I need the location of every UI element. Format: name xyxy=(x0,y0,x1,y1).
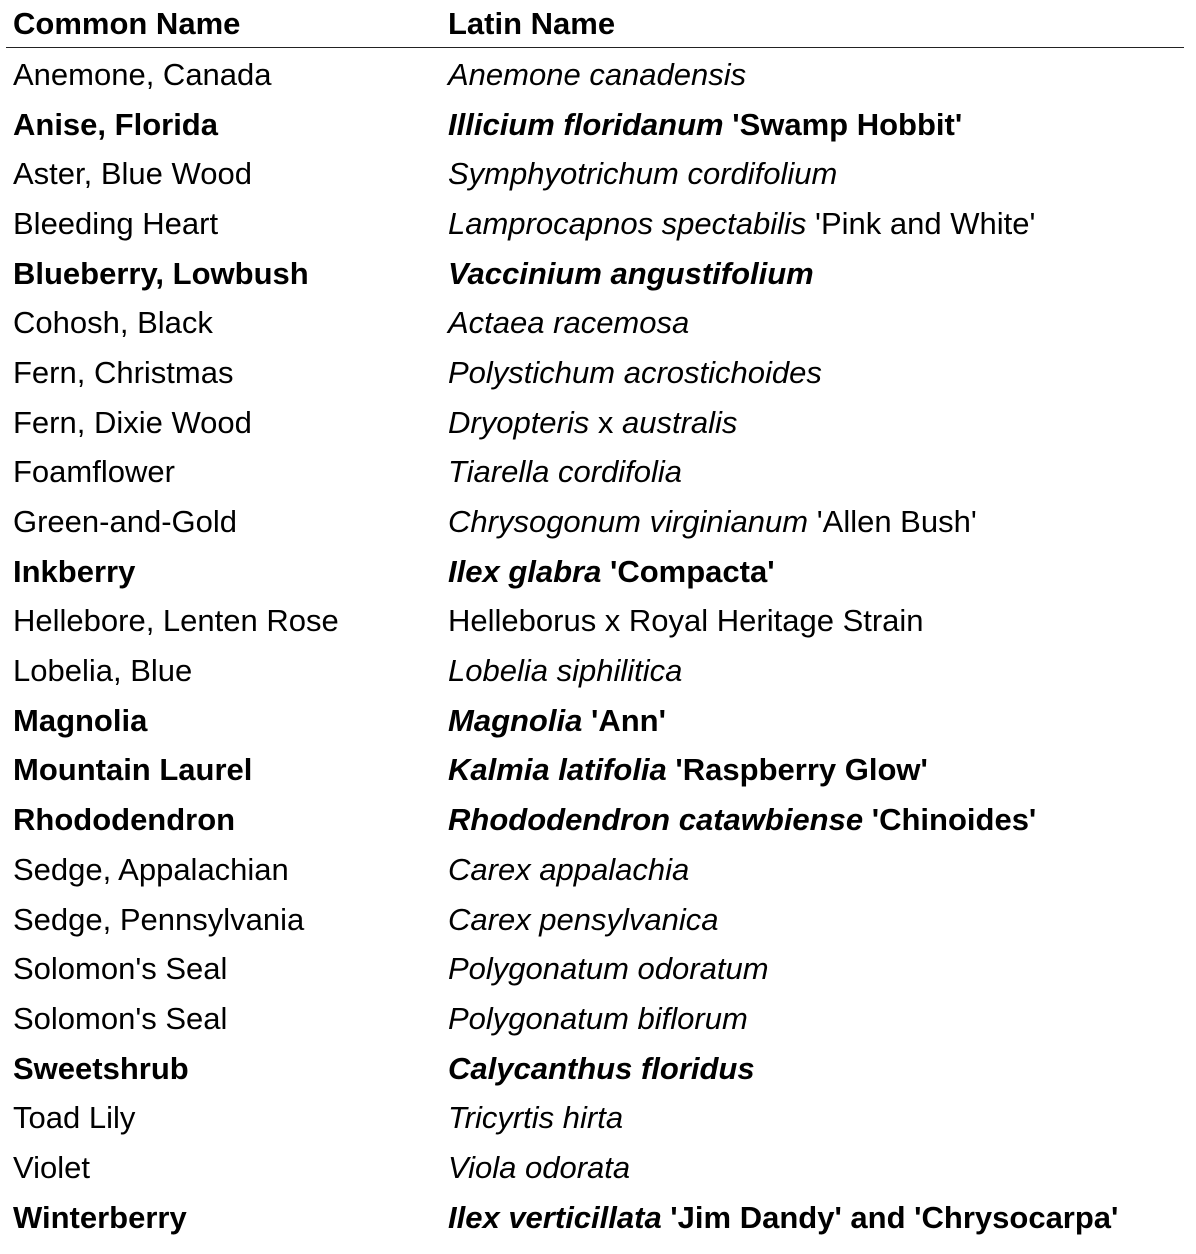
latin-cultivar: 'Swamp Hobbit' xyxy=(723,106,963,142)
table-row xyxy=(6,547,1184,597)
latin-name-cell xyxy=(448,405,1184,441)
table-row xyxy=(6,795,1184,845)
common-name-cell: Solomon's Seal xyxy=(13,1000,228,1036)
latin-name-cell xyxy=(448,57,1184,93)
latin-species: Ilex verticillata xyxy=(448,1199,662,1235)
latin-cultivar: 'Ann' xyxy=(582,702,666,738)
latin-cultivar: 'Raspberry Glow' xyxy=(666,752,928,788)
table-row xyxy=(6,448,1184,498)
latin-cultivar: 'Pink and White' xyxy=(806,205,1036,241)
table-row xyxy=(6,845,1184,895)
common-name-cell: Anemone, Canada xyxy=(13,56,272,92)
latin-name-cell xyxy=(448,504,1184,540)
latin-name-cell xyxy=(448,752,1184,788)
common-name-cell: Rhododendron xyxy=(13,802,236,838)
common-name-cell: Violet xyxy=(13,1149,90,1185)
table-row xyxy=(6,944,1184,994)
table-row xyxy=(6,1143,1184,1193)
header-common-name: Common Name xyxy=(13,5,241,41)
latin-species: Polystichum acrostichoides xyxy=(448,354,822,390)
header-latin-name: Latin Name xyxy=(448,5,616,41)
common-name-cell: Lobelia, Blue xyxy=(13,653,193,689)
latin-species: Tiarella cordifolia xyxy=(448,454,683,490)
common-name-cell: Foamflower xyxy=(13,454,175,490)
table-row xyxy=(6,994,1184,1044)
table-row xyxy=(6,149,1184,199)
latin-cultivar: Helleborus x Royal Heritage Strain xyxy=(448,603,924,639)
common-name-cell: Fern, Dixie Wood xyxy=(13,404,252,440)
table-row xyxy=(6,50,1184,100)
latin-cultivar: x xyxy=(589,404,622,440)
common-name-cell: Magnolia xyxy=(13,702,148,738)
latin-name-cell xyxy=(448,256,1184,292)
table-row xyxy=(6,895,1184,945)
common-name-cell: Anise, Florida xyxy=(13,106,218,142)
common-name-cell: Sedge, Pennsylvania xyxy=(13,901,305,937)
common-name-cell: Fern, Christmas xyxy=(13,354,234,390)
table-row xyxy=(6,199,1184,249)
latin-species: Polygonatum odoratum xyxy=(448,951,769,987)
table-row xyxy=(6,1093,1184,1143)
latin-cultivar: 'Compacta' xyxy=(601,553,775,589)
latin-name-cell xyxy=(448,355,1184,391)
latin-name-cell xyxy=(448,107,1184,143)
table-body xyxy=(6,48,1184,1243)
common-name-cell: Hellebore, Lenten Rose xyxy=(13,603,339,639)
common-name-cell: Blueberry, Lowbush xyxy=(13,255,309,291)
latin-name-cell xyxy=(448,802,1184,838)
table-row xyxy=(6,646,1184,696)
latin-name-cell xyxy=(448,156,1184,192)
common-name-cell: Inkberry xyxy=(13,553,136,589)
latin-name-cell xyxy=(448,653,1184,689)
latin-cultivar: 'Chinoides' xyxy=(863,802,1037,838)
latin-name-cell xyxy=(448,305,1184,341)
latin-species: Anemone canadensis xyxy=(448,56,747,92)
latin-species-epithet: australis xyxy=(622,404,738,440)
latin-cultivar: 'Allen Bush' xyxy=(808,504,977,540)
latin-species: Lobelia siphilitica xyxy=(448,653,683,689)
common-name-cell: Bleeding Heart xyxy=(13,205,219,241)
latin-name-cell xyxy=(448,1100,1184,1136)
latin-name-cell xyxy=(448,902,1184,938)
latin-name-cell xyxy=(448,703,1184,739)
latin-species: Ilex glabra xyxy=(448,553,602,589)
latin-species: Chrysogonum virginianum xyxy=(448,504,809,540)
latin-name-cell xyxy=(448,454,1184,490)
latin-name-cell xyxy=(448,554,1184,590)
latin-species: Vaccinium angustifolium xyxy=(448,255,814,291)
table-row xyxy=(6,298,1184,348)
latin-species: Symphyotrichum cordifolium xyxy=(448,156,838,192)
latin-species: Kalmia latifolia xyxy=(448,752,667,788)
latin-species: Tricyrtis hirta xyxy=(448,1100,624,1136)
latin-species: Illicium floridanum xyxy=(448,106,724,142)
latin-species: Dryopteris xyxy=(448,404,590,440)
table-row xyxy=(6,249,1184,299)
table-row xyxy=(6,348,1184,398)
latin-name-cell xyxy=(448,603,1184,639)
common-name-cell: Cohosh, Black xyxy=(13,305,213,341)
common-name-cell: Sweetshrub xyxy=(13,1050,189,1086)
common-name-cell: Solomon's Seal xyxy=(13,951,228,987)
common-name-cell: Green-and-Gold xyxy=(13,504,238,540)
latin-cultivar: 'Jim Dandy' and 'Chrysocarpa' xyxy=(661,1199,1119,1235)
common-name-cell: Winterberry xyxy=(13,1199,187,1235)
latin-name-cell xyxy=(448,1200,1184,1236)
common-name-cell: Aster, Blue Wood xyxy=(13,156,252,192)
latin-name-cell xyxy=(448,1001,1184,1037)
latin-species: Viola odorata xyxy=(448,1149,631,1185)
latin-species: Actaea racemosa xyxy=(448,305,690,341)
latin-species: Calycanthus floridus xyxy=(448,1050,755,1086)
latin-species: Magnolia xyxy=(448,702,583,738)
table-row xyxy=(6,696,1184,746)
latin-name-cell xyxy=(448,1150,1184,1186)
latin-name-cell xyxy=(448,951,1184,987)
common-name-cell: Sedge, Appalachian xyxy=(13,851,289,887)
latin-name-cell xyxy=(448,852,1184,888)
table-row xyxy=(6,1193,1184,1243)
table-row xyxy=(6,597,1184,647)
latin-species: Rhododendron catawbiense xyxy=(448,802,864,838)
latin-species: Carex pensylvanica xyxy=(448,901,719,937)
common-name-cell: Toad Lily xyxy=(13,1100,136,1136)
latin-species: Carex appalachia xyxy=(448,851,690,887)
table-header xyxy=(6,0,1184,48)
table-row xyxy=(6,1044,1184,1094)
latin-name-cell xyxy=(448,206,1184,242)
table-row xyxy=(6,746,1184,796)
plant-table xyxy=(6,0,1184,1243)
table-row xyxy=(6,100,1184,150)
table-row xyxy=(6,398,1184,448)
latin-species: Polygonatum biflorum xyxy=(448,1000,748,1036)
latin-name-cell xyxy=(448,1051,1184,1087)
latin-species: Lamprocapnos spectabilis xyxy=(448,205,807,241)
table-row xyxy=(6,497,1184,547)
common-name-cell: Mountain Laurel xyxy=(13,752,253,788)
